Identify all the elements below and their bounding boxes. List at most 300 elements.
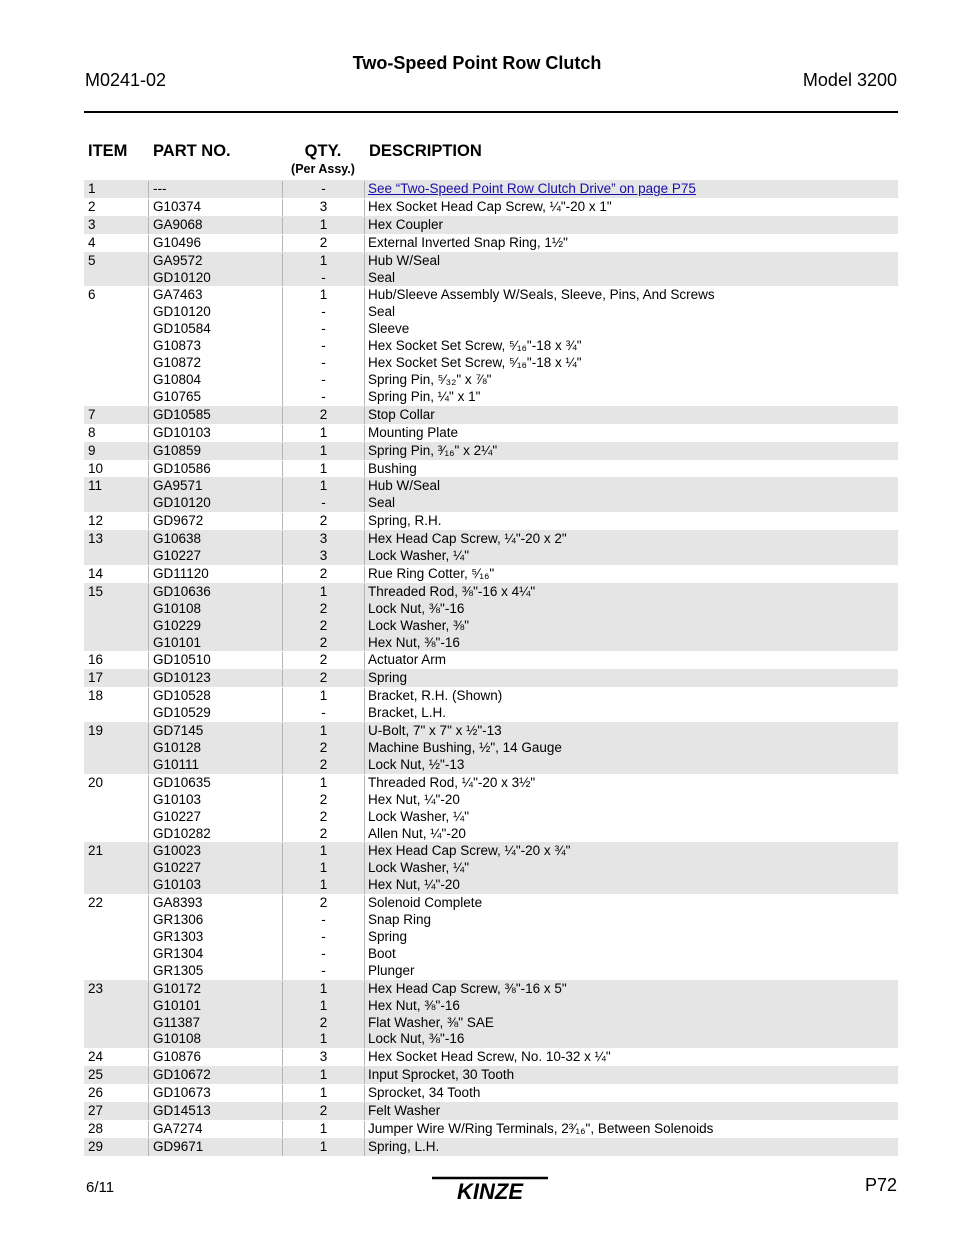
- part-numbers-cell: [149, 1085, 283, 1102]
- table-row: [84, 894, 898, 980]
- item-number: 4: [84, 235, 149, 252]
- part-numbers-cell: [149, 981, 283, 1049]
- table-row: [84, 1048, 898, 1066]
- part-number: G10229: [153, 617, 202, 633]
- part-number: GD10282: [153, 825, 211, 841]
- table-row: [84, 216, 898, 234]
- quantity: -: [321, 945, 326, 961]
- quantity: 1: [319, 688, 328, 704]
- quantity: -: [321, 355, 326, 371]
- quantity: 1: [319, 216, 328, 232]
- quantities-cell: [283, 981, 365, 1049]
- part-numbers-cell: [149, 688, 283, 722]
- quantity: 2: [319, 234, 328, 250]
- quantities-cell: [283, 843, 365, 894]
- quantity: -: [321, 304, 326, 320]
- descriptions-cell: [365, 253, 898, 287]
- part-number: GR1304: [153, 945, 204, 961]
- quantity: 2: [319, 1014, 328, 1030]
- quantity: 2: [319, 634, 328, 650]
- description: Plunger: [368, 962, 415, 978]
- description: Solenoid Complete: [368, 895, 483, 911]
- description: Bushing: [368, 460, 417, 476]
- item-number: 12: [84, 513, 149, 530]
- quantities-cell: [283, 688, 365, 722]
- descriptions-cell: [365, 235, 898, 252]
- quantities-cell: [283, 670, 365, 687]
- quantity: 2: [319, 740, 328, 755]
- part-number: GR1303: [153, 928, 204, 944]
- item-number: 16: [84, 652, 149, 669]
- quantity: 1: [319, 843, 328, 859]
- part-number: GA9571: [153, 478, 203, 494]
- part-number: GD9672: [153, 513, 204, 529]
- part-number: G10101: [153, 634, 202, 650]
- quantities-cell: [283, 1085, 365, 1102]
- quantity: 1: [319, 1067, 328, 1083]
- part-numbers-cell: [149, 652, 283, 669]
- part-number: GA7274: [153, 1120, 203, 1136]
- part-number: GD10586: [153, 460, 211, 476]
- quantities-cell: [283, 1067, 365, 1084]
- item-number: 9: [84, 443, 149, 460]
- quantities-cell: [283, 895, 365, 980]
- description: Sleeve: [368, 321, 410, 337]
- item-number: 5: [84, 253, 149, 287]
- quantity: 2: [319, 791, 328, 807]
- description: Lock Nut, ½"-13: [368, 756, 465, 772]
- quantities-cell: [283, 253, 365, 287]
- quantity: 3: [319, 531, 328, 547]
- descriptions-cell: [365, 1103, 898, 1120]
- item-number: 6: [84, 287, 149, 405]
- part-number: G10108: [153, 600, 202, 616]
- item-number: 3: [84, 217, 149, 234]
- revision-date: 6/11: [86, 1179, 115, 1196]
- part-numbers-cell: [149, 1121, 283, 1138]
- descriptions-cell: [365, 1139, 898, 1156]
- quantity: -: [321, 338, 326, 354]
- part-numbers-cell: [149, 235, 283, 252]
- description: Hex Socket Set Screw, ⁵⁄₁₆"-18 x ¾": [368, 338, 582, 354]
- part-number: GD11120: [153, 565, 209, 581]
- descriptions-cell: [365, 199, 898, 216]
- descriptions-cell: [365, 217, 898, 234]
- description: Spring: [368, 670, 408, 686]
- table-row: [84, 583, 898, 652]
- quantity: 2: [319, 600, 328, 616]
- table-row: [84, 1084, 898, 1102]
- quantity: 2: [319, 1103, 328, 1119]
- item-number: 23: [84, 981, 149, 1049]
- part-number: G11387: [153, 1014, 201, 1030]
- table-row: [84, 460, 898, 478]
- quantity: -: [321, 705, 326, 721]
- quantities-cell: [283, 1121, 365, 1138]
- quantity: 1: [319, 980, 328, 996]
- item-number: 28: [84, 1121, 149, 1138]
- description: Hex Nut, ¼"-20: [368, 877, 460, 893]
- part-numbers-cell: [149, 1139, 283, 1156]
- part-number: G10103: [153, 791, 202, 807]
- descriptions-cell: [365, 181, 898, 198]
- description: Seal: [368, 495, 396, 511]
- table-row: [84, 1138, 898, 1156]
- part-number: G10859: [153, 442, 202, 458]
- part-numbers-cell: [149, 443, 283, 460]
- description: U-Bolt, 7" x 7" x ½"-13: [368, 723, 502, 739]
- part-number: GD10673: [153, 1085, 211, 1101]
- item-number: 17: [84, 670, 149, 687]
- descriptions-cell: [365, 513, 898, 530]
- column-header-part-no: PART NO.: [153, 142, 231, 160]
- description: Seal: [368, 304, 396, 320]
- quantity: 1: [319, 1120, 328, 1136]
- part-number: GD10528: [153, 688, 211, 704]
- item-number: 20: [84, 775, 149, 843]
- page-title: Two-Speed Point Row Clutch: [352, 53, 602, 73]
- descriptions-cell: [365, 981, 898, 1049]
- part-numbers-cell: [149, 723, 283, 774]
- part-number: G10804: [153, 371, 202, 387]
- quantity: 1: [319, 478, 328, 494]
- item-number: 22: [84, 895, 149, 980]
- table-row: [84, 406, 898, 424]
- description: Sprocket, 34 Tooth: [368, 1085, 481, 1101]
- quantity: 1: [319, 1085, 328, 1101]
- part-number: G10128: [153, 740, 202, 755]
- part-number: GD10584: [153, 321, 211, 337]
- descriptions-cell: [365, 670, 898, 687]
- svg-text:KINZE: KINZE: [457, 1179, 523, 1204]
- quantities-cell: [283, 443, 365, 460]
- column-headers: [84, 140, 898, 180]
- item-number: 8: [84, 425, 149, 442]
- item-number: 7: [84, 407, 149, 424]
- description: Hex Nut, ¼"-20: [368, 791, 460, 807]
- descriptions-cell: [365, 478, 898, 512]
- table-row: [84, 180, 898, 198]
- part-number: GD10120: [153, 269, 211, 285]
- table-row: [84, 774, 898, 843]
- item-number: 25: [84, 1067, 149, 1084]
- quantity: 2: [319, 825, 328, 841]
- part-number: G10111: [153, 756, 200, 772]
- item-number: 13: [84, 531, 149, 565]
- item-number: 10: [84, 461, 149, 478]
- part-number: GA9572: [153, 252, 203, 268]
- part-numbers-cell: [149, 199, 283, 216]
- descriptions-cell: [365, 461, 898, 478]
- quantity: -: [321, 495, 326, 511]
- quantity: 2: [319, 513, 328, 529]
- table-row: [84, 980, 898, 1049]
- description: Stop Collar: [368, 406, 435, 422]
- descriptions-cell: [365, 688, 898, 722]
- description: Hex Nut, ⅜"-16: [368, 997, 460, 1013]
- quantity: 1: [319, 997, 328, 1013]
- part-number: G10101: [153, 997, 202, 1013]
- part-numbers-cell: [149, 1103, 283, 1120]
- part-number: GD10120: [153, 304, 211, 320]
- part-number: G10496: [153, 234, 202, 250]
- part-numbers-cell: [149, 181, 283, 198]
- part-number: ---: [153, 181, 167, 196]
- quantities-cell: [283, 652, 365, 669]
- description: Lock Washer, ⅜": [368, 617, 470, 633]
- part-numbers-cell: [149, 407, 283, 424]
- part-numbers-cell: [149, 253, 283, 287]
- table-row: [84, 198, 898, 216]
- descriptions-cell: [365, 443, 898, 460]
- part-number: G10765: [153, 388, 202, 404]
- description: Lock Washer, ¼": [368, 860, 470, 876]
- description: Lock Washer, ¼": [368, 808, 470, 824]
- part-numbers-cell: [149, 425, 283, 442]
- part-number: G10227: [153, 548, 202, 564]
- description: Lock Nut, ⅜"-16: [368, 1031, 465, 1047]
- description: Lock Washer, ¼": [368, 548, 470, 564]
- model-name: Model 3200: [802, 70, 897, 90]
- descriptions-cell: [365, 584, 898, 652]
- part-numbers-cell: [149, 478, 283, 512]
- part-number: GD10529: [153, 705, 211, 721]
- table-row: [84, 1102, 898, 1120]
- part-numbers-cell: [149, 584, 283, 652]
- page-number: P72: [864, 1175, 897, 1195]
- description: Seal: [368, 269, 396, 285]
- descriptions-cell: [365, 652, 898, 669]
- descriptions-cell: [365, 843, 898, 894]
- quantity: 1: [319, 723, 328, 739]
- part-number: G10227: [153, 860, 202, 876]
- quantity: 1: [319, 442, 328, 458]
- quantity: 3: [319, 1049, 328, 1065]
- description: Spring, R.H.: [368, 513, 442, 529]
- header-rule: [84, 111, 898, 113]
- part-numbers-cell: [149, 531, 283, 565]
- part-numbers-cell: [149, 1067, 283, 1084]
- description: Hex Head Cap Screw, ¼"-20 x 2": [368, 531, 567, 547]
- quantities-cell: [283, 287, 365, 405]
- quantity: -: [321, 912, 326, 928]
- part-numbers-cell: [149, 1049, 283, 1066]
- descriptions-cell: [365, 895, 898, 980]
- item-number: 27: [84, 1103, 149, 1120]
- part-number: G10172: [153, 980, 202, 996]
- quantity: 1: [319, 1031, 328, 1047]
- quantities-cell: [283, 407, 365, 424]
- quantities-cell: [283, 513, 365, 530]
- kinze-logo: [428, 1172, 552, 1206]
- descriptions-cell: [365, 775, 898, 843]
- part-numbers-cell: [149, 775, 283, 843]
- quantity: 2: [319, 756, 328, 772]
- table-row: [84, 651, 898, 669]
- quantity: -: [321, 962, 326, 978]
- item-number: 26: [84, 1085, 149, 1102]
- quantities-cell: [283, 425, 365, 442]
- description: Spring, L.H.: [368, 1138, 440, 1154]
- part-number: GR1305: [153, 962, 204, 978]
- description: Spring Pin, ⁵⁄₃₂" x ⅞": [368, 371, 492, 387]
- part-number: G10872: [153, 355, 202, 371]
- part-numbers-cell: [149, 566, 283, 583]
- quantity: 1: [319, 252, 328, 268]
- description: Hex Nut, ⅜"-16: [368, 634, 460, 650]
- quantity: -: [321, 388, 326, 404]
- quantities-cell: [283, 1103, 365, 1120]
- document-number: M0241-02: [85, 70, 167, 90]
- table-row: [84, 442, 898, 460]
- descriptions-cell: [365, 723, 898, 774]
- table-row: [84, 424, 898, 442]
- item-number: 18: [84, 688, 149, 722]
- column-header-description: DESCRIPTION: [369, 142, 482, 160]
- quantity: 1: [319, 583, 328, 599]
- table-row: [84, 687, 898, 722]
- item-number: 19: [84, 723, 149, 774]
- description: Spring Pin, ¼" x 1": [368, 388, 481, 404]
- column-header-qty-note: (Per Assy.): [291, 162, 355, 176]
- part-number: GA9068: [153, 216, 203, 232]
- quantities-cell: [283, 199, 365, 216]
- part-number: GD10103: [153, 424, 211, 440]
- description: Input Sprocket, 30 Tooth: [368, 1067, 515, 1083]
- part-number: GA7463: [153, 287, 203, 303]
- part-number: G10103: [153, 877, 202, 893]
- cross-reference-link[interactable]: See “Two-Speed Point Row Clutch Drive” on page P75: [368, 181, 696, 196]
- table-row: [84, 252, 898, 287]
- quantities-cell: [283, 723, 365, 774]
- table-row: [84, 1066, 898, 1084]
- descriptions-cell: [365, 1067, 898, 1084]
- quantity: -: [321, 269, 326, 285]
- part-numbers-cell: [149, 513, 283, 530]
- quantities-cell: [283, 461, 365, 478]
- part-number: GD10635: [153, 774, 211, 790]
- quantity: 1: [319, 1138, 328, 1154]
- description: Hex Coupler: [368, 216, 444, 232]
- item-number: 24: [84, 1049, 149, 1066]
- quantities-cell: [283, 478, 365, 512]
- description: Boot: [368, 945, 396, 961]
- description: Bracket, R.H. (Shown): [368, 688, 503, 704]
- part-number: G10873: [153, 338, 202, 354]
- description: Machine Bushing, ½", 14 Gauge: [368, 740, 562, 755]
- item-number: 1: [84, 181, 149, 198]
- item-number: 2: [84, 199, 149, 216]
- description: Hex Socket Set Screw, ⁵⁄₁₆"-18 x ¼": [368, 355, 582, 371]
- description: Allen Nut, ¼"-20: [368, 825, 466, 841]
- quantities-cell: [283, 775, 365, 843]
- quantities-cell: [283, 1139, 365, 1156]
- descriptions-cell: [365, 531, 898, 565]
- table-row: [84, 477, 898, 512]
- description: Rue Ring Cotter, ⁵⁄₁₆": [368, 565, 495, 581]
- quantities-cell: [283, 1049, 365, 1066]
- item-number: 15: [84, 584, 149, 652]
- descriptions-cell: [365, 287, 898, 405]
- quantity: 2: [319, 565, 328, 581]
- quantity: 1: [319, 860, 328, 876]
- description: Hex Socket Head Cap Screw, ¼"-20 x 1": [368, 198, 612, 214]
- table-row: [84, 234, 898, 252]
- quantity: 2: [319, 808, 328, 824]
- description: Threaded Rod, ⅜"-16 x 4¼": [368, 583, 536, 599]
- part-numbers-cell: [149, 287, 283, 405]
- quantity: 2: [319, 406, 328, 422]
- table-row: [84, 722, 898, 774]
- description: External Inverted Snap Ring, 1½": [368, 234, 568, 250]
- quantities-cell: [283, 217, 365, 234]
- part-number: GD9671: [153, 1138, 204, 1154]
- quantities-cell: [283, 531, 365, 565]
- table-row: [84, 565, 898, 583]
- part-number: GD7145: [153, 723, 204, 739]
- part-numbers-cell: [149, 895, 283, 980]
- quantities-cell: [283, 181, 365, 198]
- description: Threaded Rod, ¼"-20 x 3½": [368, 774, 536, 790]
- descriptions-cell: [365, 407, 898, 424]
- quantities-cell: [283, 584, 365, 652]
- descriptions-cell: [365, 566, 898, 583]
- table-row: [84, 669, 898, 687]
- description: Snap Ring: [368, 912, 432, 928]
- quantity: 1: [319, 424, 328, 440]
- part-number: G10023: [153, 843, 202, 859]
- part-number: GD14513: [153, 1103, 211, 1119]
- column-header-item: ITEM: [88, 142, 128, 160]
- descriptions-cell: [365, 1085, 898, 1102]
- description: Lock Nut, ⅜"-16: [368, 600, 465, 616]
- part-numbers-cell: [149, 217, 283, 234]
- quantity: 2: [319, 670, 328, 686]
- descriptions-cell: [365, 1121, 898, 1138]
- item-number: 21: [84, 843, 149, 894]
- description: Mounting Plate: [368, 424, 459, 440]
- part-number: GD10510: [153, 652, 211, 668]
- part-numbers-cell: [149, 843, 283, 894]
- quantities-cell: [283, 566, 365, 583]
- table-row: [84, 512, 898, 530]
- quantities-cell: [283, 235, 365, 252]
- description: Felt Washer: [368, 1103, 441, 1119]
- column-header-qty: QTY.: [304, 142, 342, 160]
- part-numbers-cell: [149, 461, 283, 478]
- descriptions-cell: [365, 1049, 898, 1066]
- table-row: [84, 530, 898, 565]
- description: Hub W/Seal: [368, 478, 441, 494]
- description: Hex Socket Head Screw, No. 10-32 x ¼": [368, 1049, 611, 1065]
- part-numbers-cell: [149, 670, 283, 687]
- description: Spring Pin, ³⁄₁₆" x 2¼": [368, 442, 498, 458]
- description: Bracket, L.H.: [368, 705, 447, 721]
- quantity: 3: [319, 548, 328, 564]
- description: Hub/Sleeve Assembly W/Seals, Sleeve, Pins, And Screws: [368, 287, 715, 303]
- part-number: GD10123: [153, 670, 211, 686]
- part-number: GD10585: [153, 406, 211, 422]
- item-number: 11: [84, 478, 149, 512]
- quantity: 1: [319, 287, 328, 303]
- part-number: G10108: [153, 1031, 202, 1047]
- quantity: 2: [319, 895, 328, 911]
- parts-table: [84, 180, 898, 1156]
- quantity: -: [321, 928, 326, 944]
- description: Hex Head Cap Screw, ⅜"-16 x 5": [368, 980, 567, 996]
- quantity: -: [321, 181, 326, 196]
- part-number: G10227: [153, 808, 202, 824]
